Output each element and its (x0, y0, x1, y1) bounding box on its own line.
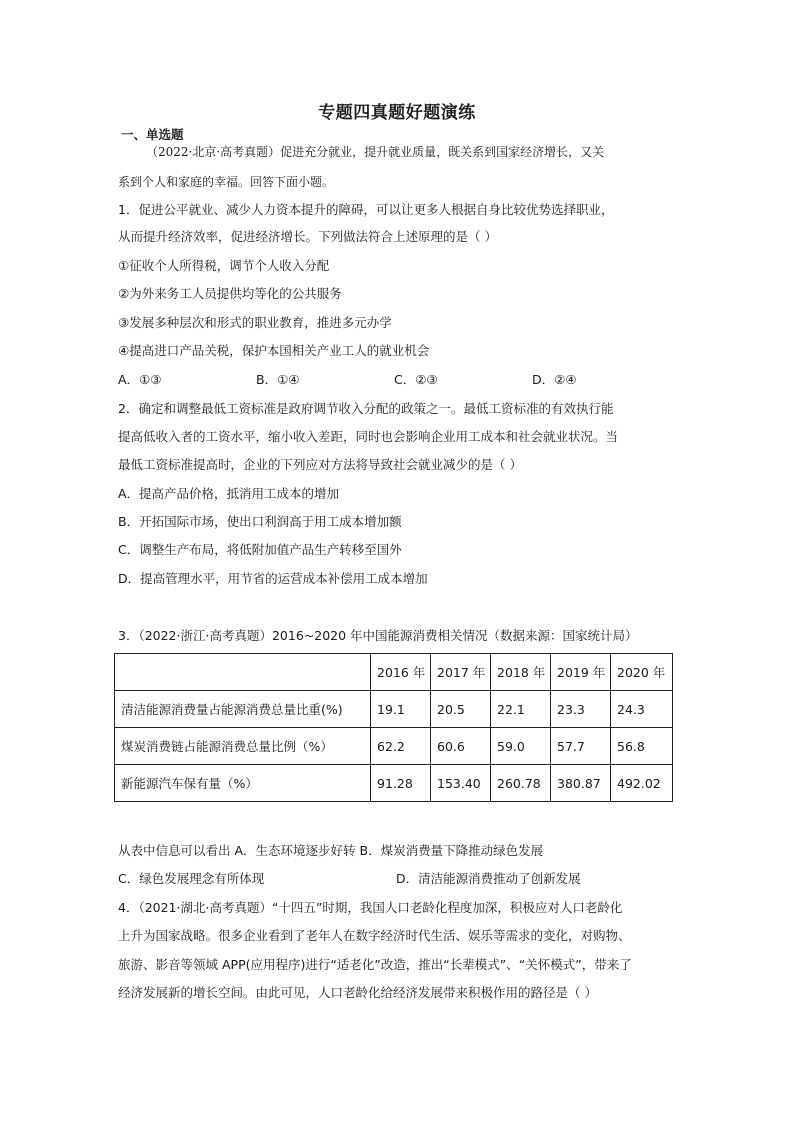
q2-option-a: A．提高产品价格，抵消用工成本的增加 (118, 486, 340, 501)
table-cell: 380.87 (551, 765, 611, 802)
passage-line-1: （2022·北京·高考真题）促进充分就业，提升就业质量，既关系到国家经济增长，又关 (146, 145, 605, 159)
q1-options (118, 370, 678, 388)
q3-option-d: D．清洁能源消费推动了创新发展 (396, 871, 581, 886)
table-row (115, 728, 673, 765)
q1-item-3: ③发展多种层次和形式的职业教育，推进多元办学 (118, 315, 392, 330)
q1-item-2: ②为外来务工人员提供均等化的公共服务 (118, 286, 342, 301)
table-row (115, 691, 673, 728)
q1-option-a: A．①③ (118, 372, 162, 387)
q1-option-b: B．①④ (256, 372, 300, 387)
table-header-cell: 2019 年 (551, 654, 611, 691)
table-cell: 153.40 (431, 765, 491, 802)
table-cell: 24.3 (611, 691, 673, 728)
table-cell: 23.3 (551, 691, 611, 728)
table-row (115, 765, 673, 802)
q3-stem: 3．（2022·浙江·高考真题）2016~2020 年中国能源消费相关情况（数据来源：国家统计局） (118, 628, 638, 643)
q4-stem-line-1: 4．（2021·湖北·高考真题）“十四五”时期，我国人口老龄化程度加深，积极应对人口老龄化 (118, 900, 623, 915)
q1-item-4: ④提高进口产品关税，保护本国相关产业工人的就业机会 (118, 343, 430, 358)
table-header-cell: 2016 年 (371, 654, 431, 691)
q2-stem-line-2: 提高低收入者的工资水平，缩小收入差距，同时也会影响企业用工成本和社会就业状况。当 (118, 429, 619, 444)
table-cell: 59.0 (491, 728, 551, 765)
table-cell: 260.78 (491, 765, 551, 802)
q3-option-c: C．绿色发展理念有所体现 (118, 871, 265, 886)
energy-data-table (114, 653, 673, 802)
q2-option-d: D．提高管理水平，用节省的运营成本补偿用工成本增加 (118, 571, 428, 586)
document-title: 专题四真题好题演练 (318, 103, 476, 123)
table-header-cell: 2017 年 (431, 654, 491, 691)
q1-option-c: C．②③ (394, 372, 438, 387)
table-cell: 492.02 (611, 765, 673, 802)
q2-option-b: B．开拓国际市场，使出口利润高于用工成本增加额 (118, 514, 402, 529)
q1-stem-line-1: 1．促进公平就业、减少人力资本提升的障碍，可以让更多人根据自身比较优势选择职业， (118, 202, 614, 217)
table-cell: 62.2 (371, 728, 431, 765)
table-cell: 22.1 (491, 691, 551, 728)
table-header-cell: 2018 年 (491, 654, 551, 691)
q1-option-d: D．②④ (532, 372, 577, 387)
table-header-row (115, 654, 673, 691)
table-cell: 91.28 (371, 765, 431, 802)
table-row-label: 煤炭消费链占能源消费总量比例（%） (115, 728, 371, 765)
table-cell: 60.6 (431, 728, 491, 765)
q2-option-c: C．调整生产布局，将低附加值产品生产转移至国外 (118, 542, 402, 557)
table-header-cell: 2020 年 (611, 654, 673, 691)
q3-conclusion-line: 从表中信息可以看出 A．生态环境逐步好转 B．煤炭消费量下降推动绿色发展 (118, 843, 544, 858)
table-cell: 56.8 (611, 728, 673, 765)
section-heading: 一、单选题 (121, 127, 184, 142)
q1-stem-line-2: 从而提升经济效率，促进经济增长。下列做法符合上述原理的是（ ） (118, 229, 497, 244)
table-row-label: 新能源汽车保有量（%） (115, 765, 371, 802)
table-cell: 57.7 (551, 728, 611, 765)
q1-item-1: ①征收个人所得税，调节个人收入分配 (118, 258, 330, 273)
table-row-label: 清洁能源消费量占能源消费总量比重(%) (115, 691, 371, 728)
q2-stem-line-1: 2．确定和调整最低工资标准是政府调节收入分配的政策之一。最低工资标准的有效执行能 (118, 401, 614, 416)
table-header-cell (115, 654, 371, 691)
q4-stem-line-2: 上升为国家战略。很多企业看到了老年人在数字经济时代生活、娱乐等需求的变化，对购物、 (118, 928, 631, 943)
table-cell: 19.1 (371, 691, 431, 728)
passage-line-2: 系到个人和家庭的幸福。回答下面小题。 (118, 175, 335, 189)
q2-stem-line-3: 最低工资标准提高时，企业的下列应对方法将导致社会就业减少的是（ ） (118, 457, 522, 472)
q4-stem-line-4: 经济发展新的增长空间。由此可见，人口老龄化给经济发展带来积极作用的路径是（ ） (118, 985, 597, 1000)
table-cell: 20.5 (431, 691, 491, 728)
q4-stem-line-3: 旅游、影音等领域 APP(应用程序)进行“适老化”改造，推出“长辈模式”、“关怀模式”，带来了 (118, 957, 632, 972)
